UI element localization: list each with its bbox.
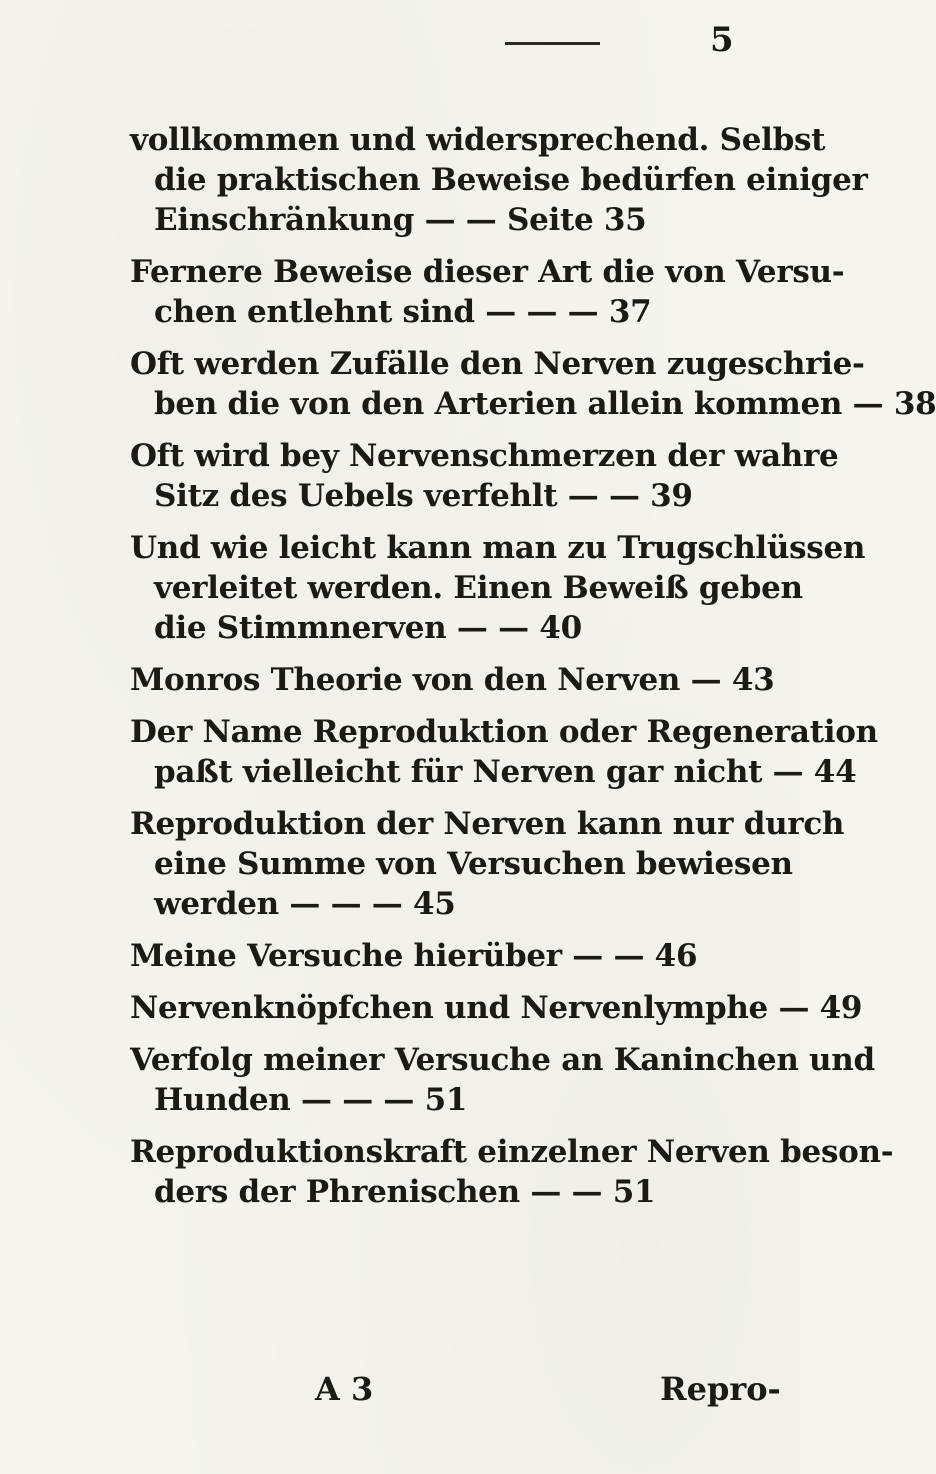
toc-entry-line: Reproduktion der Nerven kann nur durch	[130, 806, 845, 842]
toc-entry	[130, 252, 845, 332]
toc-entry	[130, 712, 878, 792]
page-footer	[0, 1370, 800, 1420]
toc-entry-line: Hunden — — — 51	[154, 1082, 468, 1118]
catchword: Repro-	[660, 1370, 781, 1408]
page-number: 5	[710, 20, 734, 60]
toc-entry-line: Oft wird bey Nervenschmerzen der wahre	[130, 438, 839, 474]
toc-entry	[130, 988, 863, 1028]
toc-entry-line: Meine Versuche hierüber — — 46	[130, 938, 698, 974]
header-rule	[505, 42, 600, 45]
toc-entry-line: Oft werden Zufälle den Nerven zugeschrie-	[130, 346, 865, 382]
toc-entry-line: paßt vielleicht für Nerven gar nicht — 44	[154, 754, 857, 790]
toc-entry-line: ders der Phrenischen — — 51	[154, 1174, 656, 1210]
toc-entry-line: ben die von den Arterien allein kommen — 38	[154, 386, 936, 422]
toc-entry-line: Verfolg meiner Versuche an Kaninchen und	[130, 1042, 875, 1078]
toc-entry	[130, 344, 936, 424]
toc-entry-line: die praktischen Beweise bedürfen einiger	[154, 162, 868, 198]
toc-entry	[130, 528, 866, 648]
toc-entry-line: Und wie leicht kann man zu Trugschlüssen	[130, 530, 866, 566]
toc-entry-line: verleitet werden. Einen Beweiß geben	[154, 570, 803, 606]
toc-entry-line: chen entlehnt sind — — — 37	[154, 294, 652, 330]
toc-entry	[130, 804, 845, 924]
toc-entry-line: Einschränkung — — Seite 35	[154, 202, 647, 238]
toc-entry	[130, 436, 839, 516]
toc-entry	[130, 936, 770, 976]
toc-entry	[130, 1132, 894, 1212]
toc-entry-line: Monros Theorie von den Nerven — 43	[130, 662, 775, 698]
toc-entry	[130, 660, 775, 700]
toc-entry	[130, 1040, 875, 1120]
toc-entry-line: Nervenknöpfchen und Nervenlymphe — 49	[130, 990, 863, 1026]
toc-entry-line: Fernere Beweise dieser Art die von Versu-	[130, 254, 845, 290]
table-of-contents	[130, 120, 936, 1224]
toc-entry-line: Sitz des Uebels verfehlt — — 39	[154, 478, 693, 514]
toc-entry-line: eine Summe von Versuchen bewiesen	[154, 846, 793, 882]
toc-entry-line: die Stimmnerven — — 40	[154, 610, 582, 646]
toc-entry-line: vollkommen und widersprechend. Selbst	[130, 122, 826, 158]
toc-entry-line: Reproduktionskraft einzelner Nerven beson-	[130, 1134, 894, 1170]
toc-entry-line: Der Name Reproduktion oder Regeneration	[130, 714, 878, 750]
signature-mark: A 3	[315, 1370, 374, 1408]
toc-entry	[130, 120, 868, 240]
toc-entry-line: werden — — — 45	[154, 886, 456, 922]
